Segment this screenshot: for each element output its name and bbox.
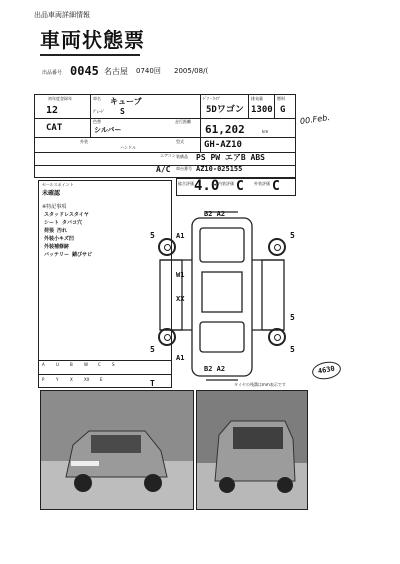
sheet-title: 車両状態票 <box>40 28 145 52</box>
title-underline <box>40 54 140 56</box>
handle-label: ハンドル <box>120 145 136 150</box>
interior-score-value: C <box>236 179 244 194</box>
legend-s: S <box>112 362 115 367</box>
car-front-photo-icon <box>41 391 193 509</box>
car-outline-icon <box>146 200 296 390</box>
lot-label: 出品番号 <box>42 70 63 76</box>
tire-rear-right-icon <box>268 328 286 346</box>
spec-col-line-2 <box>200 94 201 152</box>
legend-y: Y <box>56 377 59 382</box>
overall-score-label: 総合評価 <box>178 181 194 186</box>
chassis-value: AZ10-025155 <box>196 165 243 173</box>
mark-top: B2 A2 <box>204 210 226 218</box>
fuel-label: 燃料 <box>277 96 285 101</box>
sales-point-value: 未確認 <box>42 190 61 197</box>
tire-depth-fl: 5 <box>150 231 155 240</box>
model-value: GH-AZ10 <box>204 140 242 150</box>
tire-front-left-icon <box>158 238 176 256</box>
equipment-label: 外装 <box>80 139 88 144</box>
special-item-2: シート タバコ穴 <box>44 220 82 226</box>
exterior-score-label: 外装評価 <box>254 181 270 186</box>
rear-photo <box>196 390 308 510</box>
first-reg-label: 初年度登録年 <box>48 96 72 101</box>
car-name-value: キューブ <box>110 97 142 106</box>
circled-note: 4630 <box>311 360 342 382</box>
venue-name: 名古屋 <box>104 67 128 76</box>
auction-date: 2005/08/( <box>174 67 209 75</box>
spec-row-line-1 <box>34 118 296 119</box>
special-label: ※特記事項 <box>42 204 67 210</box>
year-value: 12 <box>46 105 59 116</box>
model-label: 型式 <box>176 139 184 144</box>
tire-depth-rr: 5 <box>290 345 295 354</box>
tire-depth-mid: 5 <box>290 313 295 322</box>
legend-p: P <box>42 377 45 382</box>
tire-rear-left-icon <box>158 328 176 346</box>
spec-col-line-3 <box>248 94 249 118</box>
margin-note: 00.Feb. <box>299 112 331 127</box>
t-mark: T <box>150 379 155 388</box>
equipment-value: PS PW エアB ABS <box>196 153 265 162</box>
displacement-label: 排気量 <box>251 96 263 101</box>
interior-score-label: 内装評価 <box>218 181 234 186</box>
chassis-label: 車台番号 <box>176 166 192 171</box>
aircon-label: エアコン <box>160 153 176 158</box>
special-item-5: 外装補修跡 <box>44 244 70 250</box>
lot-number: 0045 <box>70 64 99 78</box>
legend-w: W <box>84 362 88 367</box>
legend-b: B <box>70 362 73 367</box>
mark-xx: XX <box>176 295 185 303</box>
legend-xx: XX <box>84 377 90 382</box>
special-item-4: 外装小キズ凹 <box>44 236 74 242</box>
front-photo <box>40 390 194 510</box>
fuel-value: G <box>280 105 286 115</box>
legend-a: A <box>42 362 45 367</box>
displacement-value: 1300 <box>251 105 273 115</box>
legend-u: U <box>56 362 59 367</box>
grade-value: S <box>120 107 125 116</box>
mark-front-left: A1 <box>176 232 185 240</box>
car-name-label: 車名 <box>93 96 101 101</box>
spec-row-line-2 <box>34 137 296 138</box>
spec-col-line-1 <box>90 94 91 137</box>
tire-footer: タイヤの残溝はmm表示です <box>234 382 286 387</box>
tire-depth-fr: 5 <box>290 231 295 240</box>
special-item-1: スタッドレスタイヤ <box>44 212 89 218</box>
sales-point-label: セールスポイント <box>42 182 74 187</box>
mark-bottom: B2 A2 <box>204 365 226 373</box>
grade-label: ｸﾞﾚｰﾄﾞ <box>93 109 105 114</box>
car-diagram <box>146 200 296 390</box>
venue-code: 0740回 <box>136 67 161 75</box>
car-rear-photo-icon <box>197 391 307 509</box>
legend-c: C <box>98 362 101 367</box>
legend-x: X <box>70 377 73 382</box>
doors-value: 5Dワゴン <box>206 105 244 115</box>
tire-depth-rl: 5 <box>150 345 155 354</box>
special-item-3: 荷張 汚れ <box>44 228 68 234</box>
aircon-value: A/C <box>156 165 171 174</box>
equipment2-label: 装備品 <box>176 154 188 159</box>
special-item-6: バッテリー 錆びサビ <box>44 252 93 258</box>
mark-rear-left: A1 <box>176 354 185 362</box>
legend-e: E <box>100 377 103 382</box>
mileage-label: 走行距離 <box>175 119 191 124</box>
spec-col-line-4 <box>274 94 275 118</box>
transmission-value: CAT <box>46 123 63 133</box>
top-label: 出品車両詳細情報 <box>34 11 90 19</box>
exterior-score-value: C <box>272 179 280 194</box>
color-value: シルバー <box>94 126 122 134</box>
overall-score-value: 4.0 <box>194 178 220 194</box>
tire-front-right-icon <box>268 238 286 256</box>
color-label: 色替 <box>93 119 101 124</box>
mileage-unit: km <box>262 129 269 134</box>
mileage-value: 61,202 <box>205 123 245 136</box>
mark-w1: W1 <box>176 271 185 279</box>
doors-type-label: ﾄﾞｱ・ﾀｲﾌﾟ <box>203 96 221 101</box>
